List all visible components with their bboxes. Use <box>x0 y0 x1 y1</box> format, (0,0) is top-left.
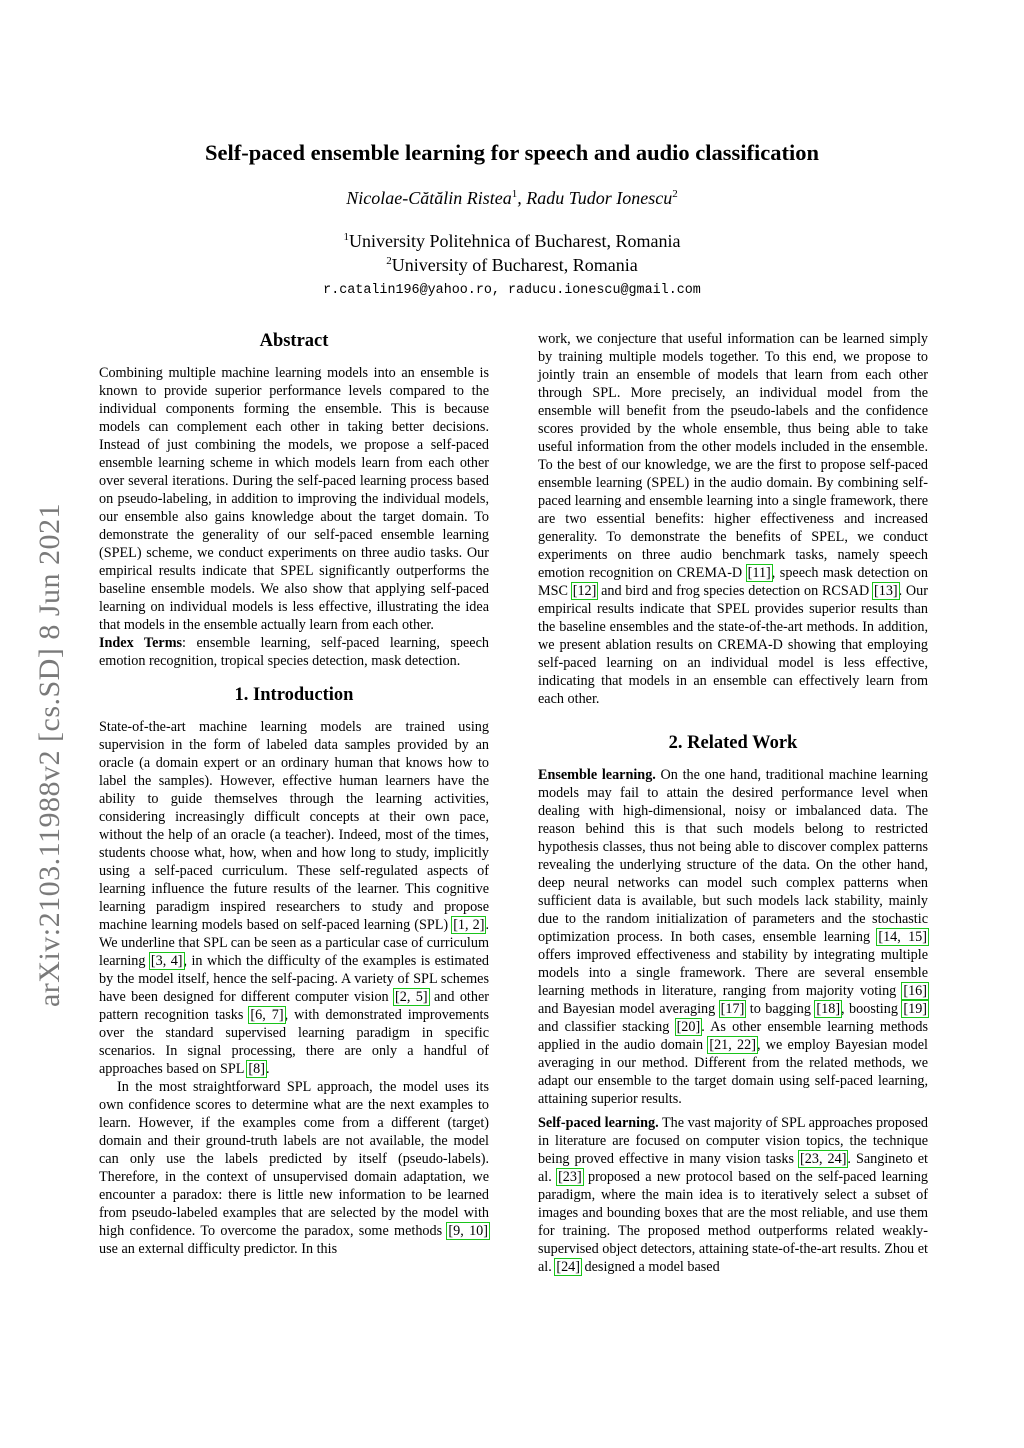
ensemble-learning-label: Ensemble learning. <box>538 767 656 783</box>
affiliation-2-sup: 2 <box>386 255 392 267</box>
citation-link[interactable]: [1, 2] <box>453 917 485 933</box>
related-work-heading: 2. Related Work <box>668 733 798 753</box>
text-run: , boosting <box>841 1001 903 1017</box>
text-run: and classifier stacking <box>538 1019 676 1035</box>
text-run: On the one hand, traditional machine learning models may fail to attain the desired performance level when dealing with high-dimensional, noisy or imbalanced data. The reason behind this is that such models belong to restricted hypothesis classes, thus not being able to discover complex patterns revealing the underlying structure of the data. On the other hand, deep neural networks can model such complex patterns when sufficient data is available, but such models lack stability, mainly due to the random initialization of parameters and the stochastic optimization process. In both cases, ensemble learning <box>538 767 928 945</box>
citation-link[interactable]: [9, 10] <box>448 1223 488 1239</box>
citation-link[interactable]: [16] <box>903 983 927 999</box>
text-run: and other pattern recognition tasks <box>99 989 489 1023</box>
text-run: State-of-the-art machine learning models are trained using supervision in the form of labeled data samples provided by an oracle (a domain expert or an ordinary human that knows how to label the samples). However, effective human learners have the ability to guide themselves through the learning activities, considering increasingly difficult concepts at their own pace, without the help of an oracle (a teacher). Indeed, most of the times, students choose what, how, when and how long to study, implicitly using a self-paced curriculum. These self-regulated aspects of learning influence the future results of the learner. This cognitive learning paradigm inspired researchers to study and propose machine learning models based on self-paced learning (SPL) <box>99 719 489 933</box>
introduction-heading: 1. Introduction <box>234 685 354 705</box>
affiliation-1-sup: 1 <box>343 231 350 243</box>
ensemble-learning-body <box>538 767 928 1107</box>
text-run: offers improved effectiveness and stability by integrating multiple models into a single framework. There are several ensemble learning methods in literature, ranging from majority voting <box>538 947 928 999</box>
text-run: and bird and frog species detection on RCSAD <box>597 583 873 599</box>
text-run: In the most straightforward SPL approach, the model uses its own confidence scores to determine what are the next examples to learn. However, if the examples come from a different (target) domain and their ground-truth labels are not available, the model can only use the labels predicted by itself (pseudo-labels). Therefore, in the context of unsupervised domain adaptation, we encounter a paradox: there is little new information to be learned from pseudo-labeled examples that are selected by the model with high confidence. To overcome the paradox, some methods <box>99 1079 489 1239</box>
index-terms-text: : ensemble learning, self-paced learning, speech emotion recognition, tropical species detection, mask detection. <box>99 635 489 669</box>
text-run: , in which the difficulty of the examples is estimated by the model itself, hence the self-pacing. A variety of SPL schemes have been designed for different computer vision <box>99 953 489 1005</box>
left-column <box>99 330 489 1258</box>
arxiv-sidebar <box>28 455 72 1055</box>
intro-paragraph-1 <box>99 718 489 1078</box>
affiliation-2 <box>0 255 1024 276</box>
text-run: The vast majority of SPL approaches proposed in literature are focused on computer vision topics, the technique being proved effective in many vision tasks <box>538 1115 928 1167</box>
citation-link[interactable]: [20] <box>676 1019 701 1035</box>
citation-link[interactable]: [18] <box>816 1001 841 1017</box>
text-run: . <box>265 1061 270 1077</box>
text-run: and Bayesian model averaging <box>538 1001 720 1017</box>
citation-link[interactable]: [23] <box>558 1169 582 1185</box>
text-run: , speech mask detection on MSC <box>538 565 928 599</box>
text-run: proposed a new protocol based on the self-paced learning paradigm, where the main idea is to iteratively select a subset of images and bounding boxes that are the most reliable, and use them for training. The proposed method outperforms related weakly-supervised object detectors, attaining state-of-the-art results. Zhou et al. <box>538 1169 928 1275</box>
abstract-heading: Abstract <box>259 331 329 351</box>
authors <box>0 188 1024 209</box>
text-run: to bagging <box>745 1001 816 1017</box>
paper-title: Self-paced ensemble learning for speech and audio classification <box>205 140 819 165</box>
author-2: Radu Tudor Ionescu <box>526 188 673 208</box>
citation-link[interactable]: [23, 24] <box>800 1151 847 1167</box>
author-separator: , <box>517 188 527 208</box>
citation-link[interactable]: [11] <box>747 565 771 581</box>
text-run: designed a model based <box>580 1259 720 1275</box>
self-paced-learning-body <box>538 1115 928 1275</box>
text-run: use an external difficulty predictor. In this <box>99 1241 338 1257</box>
text-run: . Sangineto et al. <box>538 1151 928 1185</box>
text-run: . We underline that SPL can be seen as a particular case of curriculum learning <box>99 917 489 969</box>
citation-link[interactable]: [24] <box>556 1259 580 1275</box>
intro-paragraph-2 <box>99 1078 489 1258</box>
citation-link[interactable]: [19] <box>903 1001 928 1017</box>
affiliation-2-text: University of Bucharest, Romania <box>391 255 638 275</box>
author-1: Nicolae-Cătălin Ristea <box>346 188 512 208</box>
text-run: . Our empirical results indicate that SPEL provides superior results than the baseline ensembles and the state-of-the-art methods. In addition, we present ablation results on CREMA-D showing that employing self-paced learning on an individual model is less effective, indicating that models in an ensemble can effectively learn from each other. <box>538 583 928 707</box>
text-run: , with demonstrated improvements over the standard supervised learning paradigm in specific scenarios. In signal processing, there are only a handful of approaches based on SPL <box>99 1007 489 1077</box>
self-paced-learning-label: Self-paced learning. <box>538 1115 659 1131</box>
author-emails: r.catalin196@yahoo.ro, raducu.ionescu@gmail.com <box>323 283 701 298</box>
author-2-sup: 2 <box>672 188 678 200</box>
index-terms-label: Index Terms <box>99 635 183 651</box>
citation-link[interactable]: [13] <box>874 583 898 599</box>
affiliation-1 <box>0 231 1024 252</box>
ensemble-learning-paragraph <box>538 766 928 1108</box>
intro-paragraph-3 <box>538 330 928 708</box>
citation-link[interactable]: [8] <box>248 1061 265 1077</box>
citation-link[interactable]: [3, 4] <box>150 953 183 969</box>
citation-link[interactable]: [2, 5] <box>395 989 428 1005</box>
citation-link[interactable]: [12] <box>572 583 597 599</box>
citation-link[interactable]: [21, 22] <box>709 1037 756 1053</box>
text-run: , we employ Bayesian model averaging in our method. Different from the related methods, we adapt our ensemble to the target domain using self-paced learning, attaining superior results. <box>538 1037 928 1107</box>
right-column <box>538 330 928 1276</box>
citation-link[interactable]: [17] <box>720 1001 745 1017</box>
self-paced-learning-paragraph <box>538 1114 928 1276</box>
text-run: . As other ensemble learning methods applied in the audio domain <box>538 1019 928 1053</box>
citation-link[interactable]: [14, 15] <box>878 929 927 945</box>
text-run: work, we conjecture that useful information can be learned simply by training multiple models together. To this end, we propose to jointly train an ensemble of models that learn from each other through SPL. More precisely, an individual model from the ensemble will benefit from the pseudo-labels and the confidence scores provided by the whole ensemble, thus being able to take useful information from the other models included in the ensemble. To the best of our knowledge, we are the first to propose self-paced ensemble learning (SPEL) in the audio domain. By combining self-paced learning and ensemble learning into a single framework, there are two essential benefits: higher effectiveness and increased generality. To demonstrate the benefits of SPEL, we conduct experiments on three audio benchmark tasks, namely speech emotion recognition on CREMA-D <box>538 331 928 581</box>
arxiv-identifier: arXiv:2103.11988v2 [cs.SD] 8 Jun 2021 <box>33 502 66 1008</box>
citation-link[interactable]: [6, 7] <box>250 1007 284 1023</box>
affiliation-1-text: University Politehnica of Bucharest, Romania <box>349 231 681 251</box>
abstract-text: Combining multiple machine learning models into an ensemble is known to provide superior performance levels compared to the individual components forming the ensemble. This is because models can complement each other in taking better decisions. Instead of just combining the models, we propose a self-paced ensemble learning scheme in which models learn from each other over several iterations. During the self-paced learning process based on pseudo-labeling, in addition to improving the individual models, our ensemble also gains knowledge about the target domain. To demonstrate the generality of our self-paced ensemble learning (SPEL) scheme, we conduct experiments on three audio tasks. Our empirical results indicate that SPEL significantly outperforms the baseline ensemble models. We also show that applying self-paced learning on individual models is less effective, illustrating the idea that models in the ensemble actually learn from each other. <box>99 365 489 633</box>
index-terms <box>99 634 489 670</box>
author-1-sup: 1 <box>511 188 518 200</box>
